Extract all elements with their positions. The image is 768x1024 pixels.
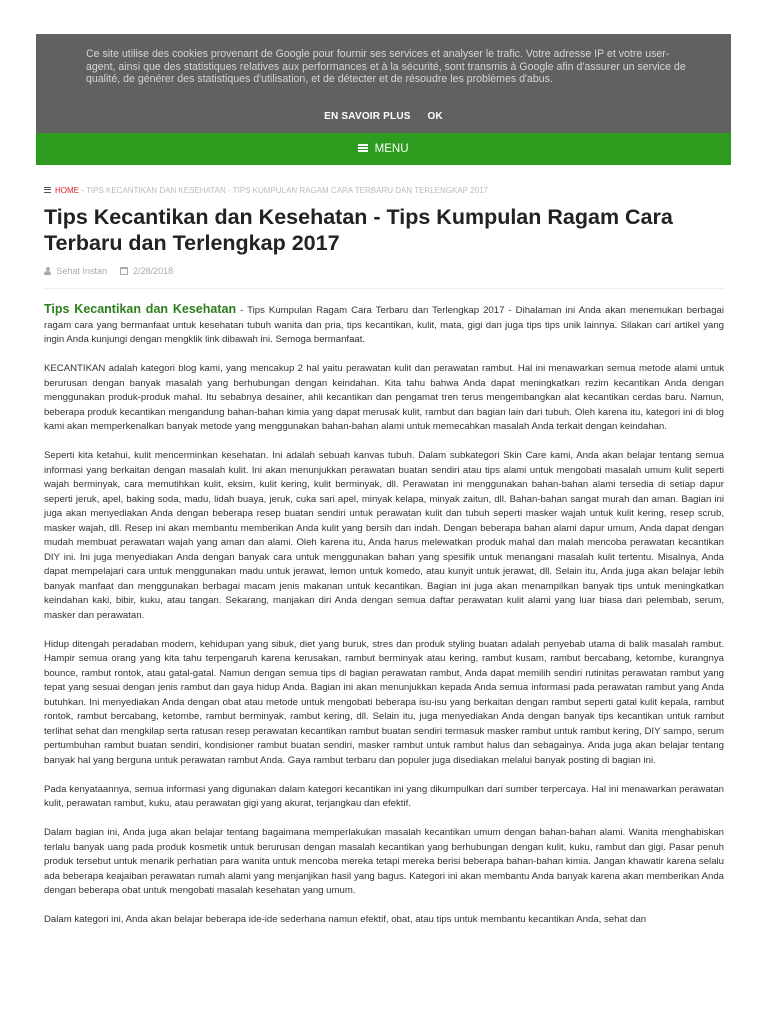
breadcrumb xyxy=(44,186,488,195)
menu-button[interactable] xyxy=(36,133,731,165)
breadcrumb-current: TIPS KECANTIKAN DAN KESEHATAN - TIPS KUMPULAN RAGAM CARA TERBARU DAN TERLENGKAP 2017 xyxy=(85,186,488,195)
menu-label: MENU xyxy=(374,143,409,155)
paragraph: KECANTIKAN adalah kategori blog kami, yang mencakup 2 hal yaitu perawatan kulit dan perawatan rambut. Hal ini menawarkan semua metode alami untuk berurusan dengan banyak masalah yang berhubungan dengan keindahan. Kita tahu bahwa Anda dapat meningkatkan rezim kecantikan Anda dengan menggunakan produk-produk mahal. Itu sebabnya desainer, ahli kecantikan dan pengamat tren terus mengembangkan alat kecantikan cerdas baru. Namun, beberapa produk kecantikan mengandung bahan-bahan kimia yang dapat merusak kulit, rambut dan bagian lain dari tubuh. Oleh karena itu, kategori ini di blog kami akan memperkenalkan banyak metode yang menggunakan bahan-bahan alami untuk memecahkan masalah Anda terkait dengan keindahan. xyxy=(44,363,724,432)
meta-divider xyxy=(44,288,724,289)
cookie-message: Ce site utilise des cookies provenant de Google pour fournir ses services et analyser le trafic. Votre adresse IP et votre user-agent, ainsi que des statistiques relatives aux performances et à la sécurité, sont transmis à Google afin d'assurer un service de qualité, de générer des statistiques d'utilisation, et de détecter et de résoudre les problèmes d'abus. xyxy=(86,48,686,86)
hamburger-icon xyxy=(358,144,368,152)
paragraph: Dalam kategori ini, Anda akan belajar beberapa ide-ide sederhana namun efektif, obat, atau tips untuk membantu kecantikan Anda, sehat dan xyxy=(44,914,647,925)
paragraph: Pada kenyataannya, semua informasi yang digunakan dalam kategori kecantikan ini yang dikumpulkan dari sumber terpercaya. Hal ini menawarkan perawatan kulit, perawatan rambut, kuku, atau perawatan gigi yang akurat, terjangkau dan efektif. xyxy=(44,783,724,809)
cookie-consent-bar xyxy=(36,34,731,133)
lead-paragraph xyxy=(44,302,724,348)
post-author[interactable]: Sehat Instan xyxy=(56,265,108,276)
user-icon xyxy=(44,267,51,275)
post-date: 2/28/2018 xyxy=(133,265,174,276)
ok-button[interactable]: OK xyxy=(427,111,443,122)
cookie-actions xyxy=(36,111,731,122)
post-meta xyxy=(44,265,173,276)
breadcrumb-separator: › xyxy=(81,186,84,195)
calendar-icon xyxy=(120,267,128,275)
paragraph: Dalam bagian ini, Anda juga akan belajar tentang bagaimana memperlakukan masalah kecantikan umum dengan bahan-bahan alami. Wanita menghabiskan terlalu banyak uang pada produk kosmetik untuk berurusan dengan masalah kecantikan yang berhubungan dengan kulit, kuku, rambut dan gigi. Pasar penuh produk tersebut untuk menarik perhatian para wanita untuk mencoba mereka tetapi mereka berisi beberapa bahan-bahan kimia. Jangan khawatir karena selalu ada beberapa keajaiban perawatan rumah alami yang menjanjikan hasil yang bagus. Kategori ini akan membantu Anda banyak karena akan memberikan Anda dengan beberapa obat untuk mengobati masalah kesehatan yang umum. xyxy=(44,827,724,896)
learn-more-button[interactable]: EN SAVOIR PLUS xyxy=(324,111,411,122)
paragraph: Hidup ditengah peradaban modern, kehidupan yang sibuk, diet yang buruk, stres dan produk styling buatan adalah penyebab utama di balik masalah rambut. Hampir semua orang yang kita tahu terpengaruh karena kerusakan, rambut berminyak atau kering, rambut kusam, rambut bercabang, ketombe, kurangnya bounce, rambut rontok, atau gatal-gatal. Namun dengan semua tips di bagian perawatan rambut, Anda dapat memilih sendiri rutinitas perawatan rambut yang tepat yang sesuai dengan jenis rambut dan gaya hidup Anda. Bagian ini akan menunjukkan kepada Anda semua informasi pada perawatan rambut yang Anda butuhkan. Ini menyediakan Anda dengan obat atau metode untuk mengobati beberapa isu-isu yang berkaitan dengan rambut seperti gatal kulit kepala, rambut rontok, rambut bercabang, ketombe, rambut berminyak, rambut kering, dll. Selain itu, juga menyediakan Anda dengan banyak tips kecantikan untuk rambut terlihat sehat dan mengkilap serta ratusan resep perawatan kecantikan rambut buatan sendiri termasuk masker rambut untuk rambut kering, DIY sampo, serum pertumbuhan rambut buatan sendiri, kondisioner rambut buatan sendiri, masker rambut untuk rambut halus dan sebagainya. Anda juga akan belajar tentang banyak hal yang berguna untuk perawatan rambut Anda. Gaya rambut terbaru dan populer juga disediakan melalui banyak posting di bagian ini. xyxy=(44,638,724,766)
paragraph: Seperti kita ketahui, kulit mencerminkan kesehatan. Ini adalah sebuah kanvas tubuh. Dalam subkategori Skin Care kami, Anda akan belajar tentang semua informasi yang berkaitan dengan masalah kulit. Ini akan menunjukkan perawatan buatan sendiri atau tips alami untuk mengobati masalah umum kulit seperti wajah berminyak, cara memutihkan kulit, eksim, kulit kering, kulit berminyak, dll. Perawatan ini menggunakan bahan-bahan alami tersedia di setiap dapur seperti jeruk, apel, baking soda, madu, lidah buaya, jeruk, cuka sari apel, minyak kelapa, minyak zaitun, dll. Bahan-bahan sangat murah dan aman. Bagian ini juga akan menyediakan Anda dengan beberapa resep buatan sendiri untuk perawatan kulit dan tubuh seperti masker wajah untuk kulit kering, resep scrub, masker wajah, dll. Resep ini akan membantu memberikan Anda kulit yang bersih dan indah. Dengan beberapa bahan alami dapur umum, Anda dapat dengan mudah membuat perawatan wajah yang aman dan alami. Oleh karena itu, Anda harus melewatkan produk mahal dan malah mencoba perawatan kecantikan DIY ini. Ini juga menyediakan Anda dengan banyak cara untuk menggunakan bahan yang spesifik untuk menangani masalah kulit tertentu. Misalnya, Anda dapat mempelajari cara untuk menggunakan madu untuk jerawat, lemon untuk komedo, atau kunyit untuk jerawat, dll. Selain itu, Anda juga akan belajar lebih banyak manfaat dan menggunakan berbagai macam jenis makanan untuk kecantikan. Bagian ini juga akan menampilkan banyak tips untuk meningkatkan keindahan kaki, bibir, kuku, atau tangan. Sekarang, manjakan diri Anda dengan semua daftar perawatan kulit alami yang luar biasa dari pelembab, serum, masker dan perawatan. xyxy=(44,450,724,621)
breadcrumb-home-link[interactable]: HOME xyxy=(55,186,79,195)
list-icon xyxy=(44,187,51,193)
post-body xyxy=(44,302,724,942)
lead-text: - Tips Kumpulan Ragam Cara Terbaru dan Terlengkap 2017 - Dihalaman ini Anda akan menemukan berbagai ragam cara yang bermanfaat untuk kesehatan tubuh wanita dan pria, tips kecantikan, kulit, mata, gigi dan juga tips tips unik lainnya. Silakan cari artikel yang ingin Anda kunjungi dengan mengklik link dibawah ini. Semoga bermanfaat. xyxy=(44,305,724,345)
post-title: Tips Kecantikan dan Kesehatan - Tips Kumpulan Ragam Cara Terbaru dan Terlengkap 2017 xyxy=(44,205,673,255)
lead-keyword: Tips Kecantikan dan Kesehatan xyxy=(44,302,237,316)
